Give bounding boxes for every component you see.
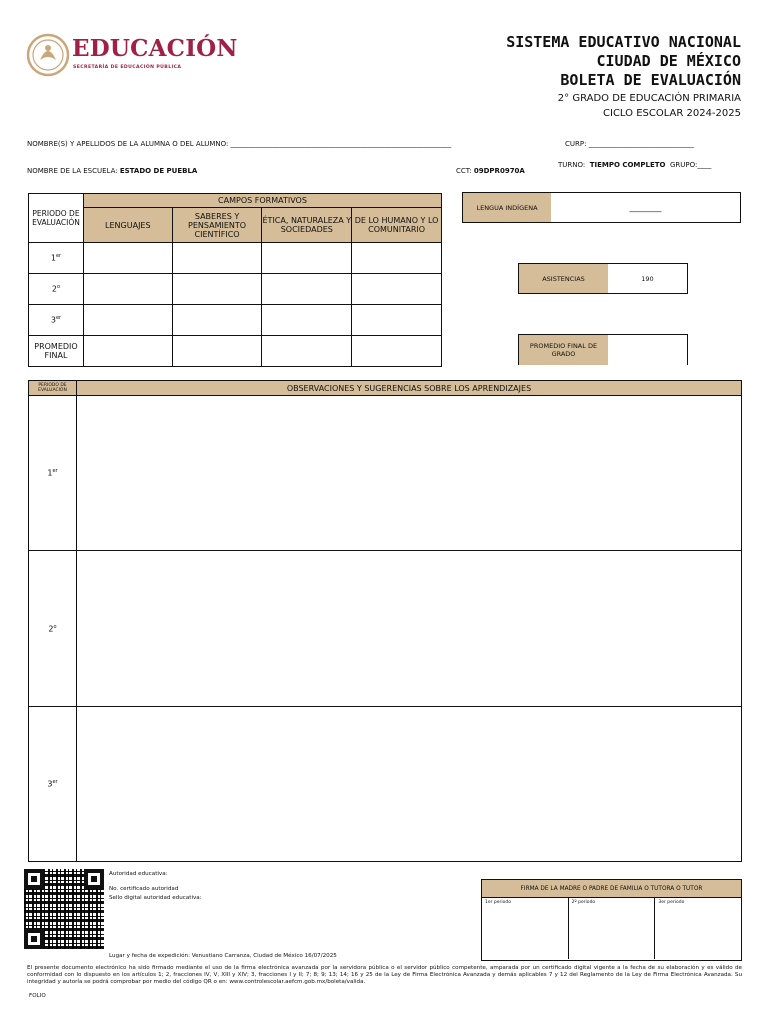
promedio-grado-label: PROMEDIO FINAL DE GRADO [519,335,608,365]
school-row [27,167,197,175]
grade-cell [262,243,352,274]
grade-cell [83,243,172,274]
grade-row-3 [29,305,442,336]
firma-box [481,879,742,961]
obs-period-label: 3er [29,706,77,861]
obs-period-label: 2$^o$ [29,551,77,706]
header-line-3: BOLETA DE EVALUACIÓN [560,71,741,89]
obs-period-label: 1er [29,396,77,551]
grade-cell [172,243,262,274]
sep-logo [26,32,238,80]
grade-cell [352,243,442,274]
grade-cell [172,274,262,305]
obs-text-area[interactable] [77,706,742,861]
turno-row [558,161,711,169]
school-value: ESTADO DE PUEBLA [119,167,198,175]
qr-code[interactable] [24,869,104,949]
firma-period-3[interactable]: 3er periodo [658,900,685,905]
cct-row [456,167,525,175]
firma-periods [482,898,741,959]
grade-cell [172,336,262,367]
header-line-1: SISTEMA EDUCATIVO NACIONAL [506,33,741,51]
grade-row-1 [29,243,442,274]
firma-title: FIRMA DE LA MADRE O PADRE DE FAMILIA O TUTORA O TUTOR [482,880,741,898]
lugar-fecha: Lugar y fecha de expedición: Venustiano Carranza, Ciudad de México 16/07/2025 [109,953,337,959]
grade-cell [83,336,172,367]
asistencias-label: ASISTENCIAS [519,264,608,293]
qr-corner-icon [24,929,44,949]
school-label: NOMBRE DE LA ESCUELA: [27,167,118,175]
col-saberes: SABERES Y PENSAMIENTO CIENTÍFICO [172,208,262,243]
firma-period-2[interactable]: 2º periodo [569,898,656,959]
cct-value: 09DPR0970A [473,167,525,175]
grupo-field[interactable]: ____ [697,161,712,169]
sello-label: Sello digital autoridad educativa: [109,895,202,901]
grade-cell [172,305,262,336]
student-name-field[interactable]: _______________________________________________________________ [230,140,452,148]
promedio-grado-value [608,335,687,365]
certificado-label: No. certificado autoridad [109,886,179,892]
student-name-label: NOMBRE(S) Y APELLIDOS DE LA ALUMNA O DEL ALUMNO: [27,140,229,148]
grade-cell [352,274,442,305]
obs-row-1 [29,396,742,551]
grade-cell [262,305,352,336]
grupo-label: GRUPO: [669,161,698,169]
period-label: 3er [29,305,84,336]
obs-title: OBSERVACIONES Y SUGERENCIAS SOBRE LOS APRENDIZAJES [77,381,742,396]
grade-cell [262,274,352,305]
qr-corner-icon [84,869,104,889]
obs-row-3 [29,706,742,861]
promedio-final-label: PROMEDIO FINAL [29,336,84,367]
asistencias-value: 190 [641,274,654,283]
turno-value: TIEMPO COMPLETO [589,161,666,169]
turno-label: TURNO: [558,161,586,169]
lengua-indigena-value: ________ [629,203,662,212]
eagle-seal-icon [26,32,70,78]
grade-row-final [29,336,442,367]
grade-cell [352,305,442,336]
grade-cell [262,336,352,367]
period-label: 1er [29,243,84,274]
legal-text: El presente documento electrónico ha sido firmado mediante el uso de la firma electrónica avanzada por la servidora pública o el servidor público competente, amparada por un certificado digital vigente a la fecha de su elaboración y es válido de conformidad con lo dispuesto en los artículos 1; 2, fracciones IV, V, XIII y XIV; 3, fracciones I y II; 7; 8; 9; 13; 14; 16 y 25 de la Ley de Firma Electrónica Avanzada y demás aplicables 7 y 12 del Reglamento de la Ley de Firma Electrónica Avanzada. Su integridad y autoría se podrá comprobar por medio del código QR o en: www.controlescolar.aefcm.gob.mx/boleta/valida. [27,965,742,986]
obs-text-area[interactable] [77,396,742,551]
col-humano: DE LO HUMANO Y LO COMUNITARIO [352,208,442,243]
grade-cell [83,274,172,305]
curp-label: CURP: [565,140,587,148]
curp-field[interactable]: ______________________________ [588,140,694,148]
grade-cell [352,336,442,367]
periodo-header: PERIODO DE EVALUACIÓN [29,194,84,243]
header-line-5: CICLO ESCOLAR 2024-2025 [603,108,741,119]
col-lenguajes: LENGUAJES [83,208,172,243]
obs-row-2 [29,551,742,706]
col-etica: ÉTICA, NATURALEZA Y SOCIEDADES [262,208,352,243]
obs-periodo-header: PERIODO DE EVALUACIÓN [29,381,77,396]
logo-subtitle: SECRETARÍA DE EDUCACIÓN PÚBLICA [73,65,182,70]
qr-corner-icon [24,869,44,889]
grades-table [28,193,442,367]
cct-label: CCT: [456,167,472,175]
header-line-2: CIUDAD DE MÉXICO [596,52,741,70]
lengua-indigena-label: LENGUA INDÍGENA [463,193,551,222]
header-line-4: 2° GRADO DE EDUCACIÓN PRIMARIA [557,93,741,104]
logo-title: EDUCACIÓN [72,35,238,62]
curp-row [565,140,694,148]
obs-text-area[interactable] [77,551,742,706]
observations-table [28,380,742,862]
period-label: 2$^o$ [29,274,84,305]
folio-label: FOLIO [29,993,46,999]
grade-cell [83,305,172,336]
grade-row-2 [29,274,442,305]
lengua-indigena-box [462,192,741,223]
autoridad-label: Autoridad educativa: [109,871,168,877]
promedio-grado-box [518,334,688,365]
campos-header: CAMPOS FORMATIVOS [83,194,441,208]
asistencias-box [518,263,688,294]
firma-period-1[interactable]: 1er periodo [482,898,569,959]
student-name-row [27,140,451,148]
